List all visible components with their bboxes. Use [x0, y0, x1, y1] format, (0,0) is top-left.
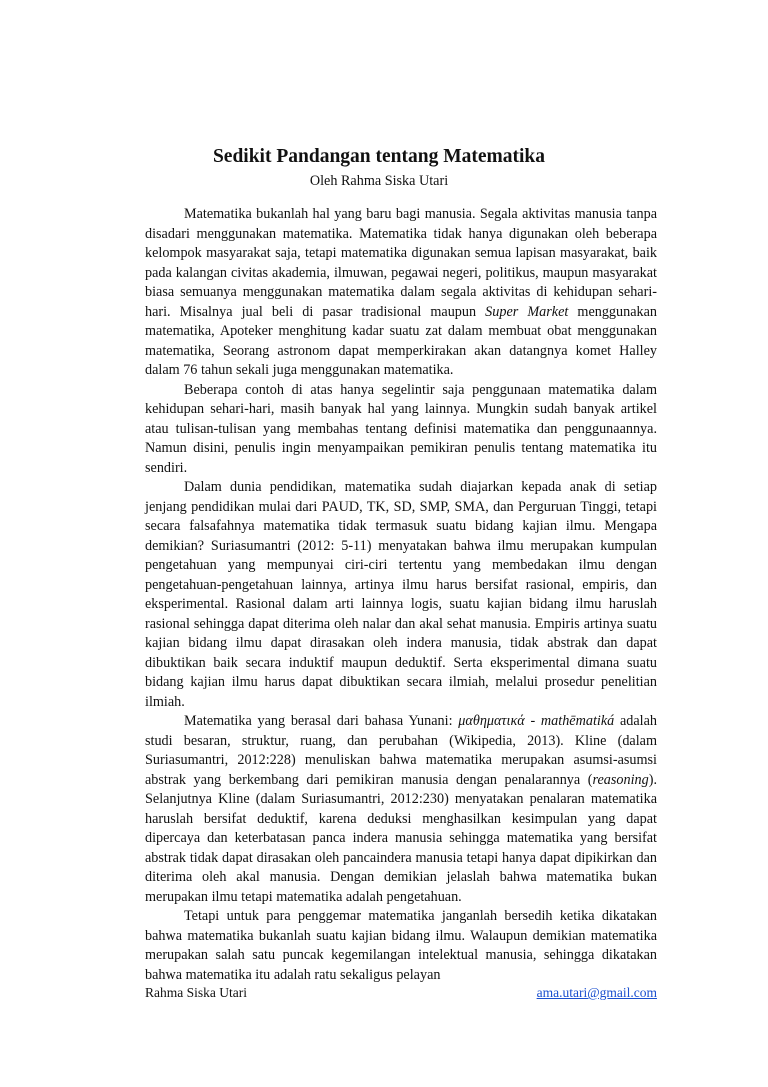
document-body: [145, 205, 657, 985]
paragraph-1-emphasis: Super Market: [485, 303, 569, 320]
paragraph-1-text-b: menggunakan matematika, Apoteker menghitung kadar suatu zat dalam membuat obat menggunakan matematika, Seorang astronom dapat memperkirakan akan datangnya komet Halley dalam 76 tahun sekali juga menggunakan matematika.: [145, 303, 657, 378]
paragraph-4: [145, 712, 657, 907]
footer-email-link[interactable]: ama.utari@gmail.com: [536, 985, 657, 1000]
paragraph-4-text-a: Matematika yang berasal dari bahasa Yunani:: [184, 713, 459, 729]
paragraph-4-text-b: adalah studi besaran, struktur, ruang, dan perubahan (Wikipedia, 2013). Kline (dalam Suriasumantri, 2012:228) menuliskan bahwa matematika merupakan asumsi-asumsi abstrak yang berkembang dari pemikiran manusia dengan penalarannya (: [145, 713, 657, 788]
document-title: Sedikit Pandangan tentang Matematika: [212, 146, 546, 167]
paragraph-1: [145, 205, 657, 381]
paragraph-4-greek-term: μαθηματικά - mathēmatiká: [458, 713, 615, 729]
footer-author: Rahma Siska Utari: [145, 985, 247, 1000]
paragraph-1-text-a: Matematika bukanlah hal yang baru bagi manusia. Segala aktivitas manusia tanpa disadari menggunakan matematika. Matematika tidak hanya digunakan oleh beberapa kelompok masyarakat saja, tetapi matematika digunakan semua lapisan masyarakat, baik pada kalangan civitas akademia, ilmuwan, pegawai negeri, politikus, maupun masyarakat biasa semuanya menggunakan matematika dalam segala aktivitas di kehidupan sehari-hari. Misalnya jual beli di pasar tradisional maupun: [145, 206, 657, 320]
paragraph-2: Beberapa contoh di atas hanya segelintir saja penggunaan matematika dalam kehidupan sehari-hari, masih banyak hal yang lainnya. Mungkin sudah banyak artikel atau tulisan-tulisan yang membahas tentang definisi matematika dan penggunaannya. Namun disini, penulis ingin menyampaikan pemikiran penulis tentang matematika itu sendiri.: [145, 381, 657, 476]
author-byline: Oleh Rahma Siska Utari: [309, 173, 449, 189]
paragraph-4-emphasis: reasoning: [592, 771, 649, 788]
paragraph-3: Dalam dunia pendidikan, matematika sudah diajarkan kepada anak di setiap jenjang pendidikan mulai dari PAUD, TK, SD, SMP, SMA, dan Perguruan Tinggi, tetapi secara falsafahnya matematika tidak termasuk suatu bidang kajian ilmu. Mengapa demikian? Suriasumantri (2012: 5-11) menyatakan bahwa ilmu merupakan kumpulan pengetahuan yang mempunyai ciri-ciri tertentu yang membedakan ilmu dengan pengetahuan-pengetahuan lainnya, artinya ilmu harus bersifat rasional, empiris, dan eksperimental. Rasional dalam arti lainnya logis, suatu kajian bidang ilmu haruslah rasional sehingga dapat diterima oleh nalar dan akal sehat manusia. Empiris artinya suatu kajian bidang ilmu dapat dirasakan oleh indera manusia, tidak abstrak dan dapat dibuktikan baik secara induktif maupun deduktif. Serta eksperimental dimana suatu bidang kajian ilmu harus dapat dibuktikan secara ilmiah, melalui prosedur penelitian ilmiah.: [145, 479, 657, 710]
paragraph-4-text-c: ). Selanjutnya Kline (dalam Suriasumantri, 2012:230) menyatakan penalaran matematika haruslah bersifat deduktif, karena deduksi menghasilkan kesimpulan yang dapat dipercaya dan keterbatasan panca indera manusia sehingga matematika yang bersifat abstrak tidak dapat dirasakan oleh pancaindera manusia tetapi hanya dapat dipikirkan dan diterima oleh akal manusia. Dengan demikian jelaslah bahwa matematika bukan merupakan ilmu tetapi matematika adalah pengetahuan.: [145, 771, 657, 905]
paragraph-5: Tetapi untuk para penggemar matematika janganlah bersedih ketika dikatakan bahwa matematika bukanlah suatu kajian bidang ilmu. Walaupun demikian matematika merupakan salah satu puncak kegemilangan intelektual manusia, sehingga dikatakan bahwa matematika itu adalah ratu sekaligus pelayan: [145, 908, 657, 983]
